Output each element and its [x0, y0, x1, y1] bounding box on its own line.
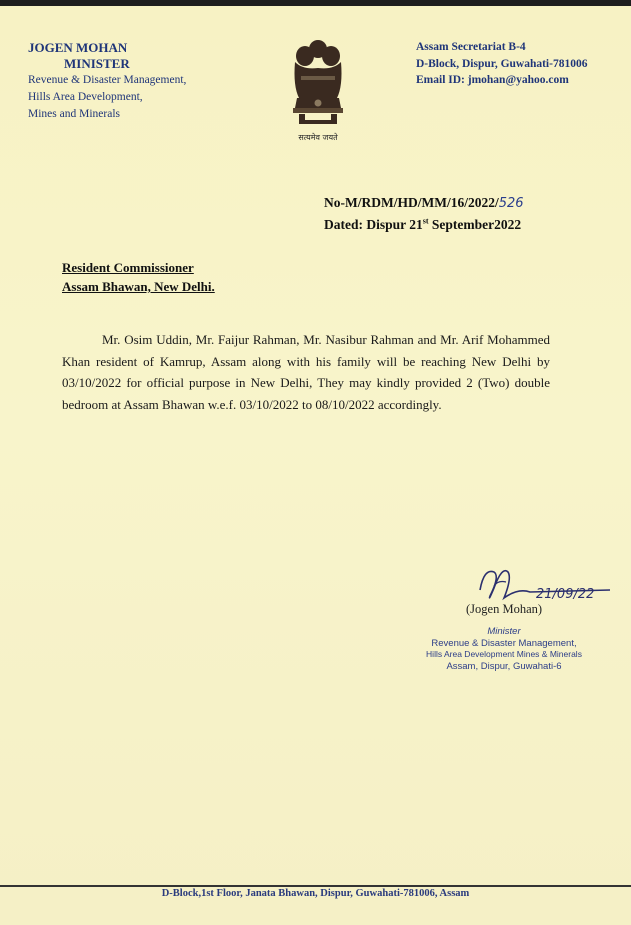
- signatory-name: (Jogen Mohan): [466, 602, 543, 616]
- letter-date: Dated: Dispur 21st September2022: [324, 216, 522, 232]
- addressee-line: Resident Commissioner: [62, 260, 194, 275]
- letter-body: Mr. Osim Uddin, Mr. Faijur Rahman, Mr. Nasibur Rahman and Mr. Arif Mohammed Khan resident of Kamrup, Assam along with his family will be reaching New Delhi by 03/10/2022 for official purpose in New Delhi, They may kindly provided 2 (Two) double bedroom at Assam Bhawan w.e.f. 03/10/2022 to 08/10/2022 accordingly.: [62, 332, 550, 412]
- address-line: D-Block, Dispur, Guwahati-781006: [416, 57, 588, 70]
- footer-divider: [0, 885, 631, 887]
- email-line: Email ID: jmohan@yahoo.com: [416, 74, 569, 86]
- address-line: Assam Secretariat B-4: [416, 41, 526, 53]
- department-line: Revenue & Disaster Management,: [28, 74, 187, 86]
- letterhead-left: [28, 39, 186, 123]
- addressee-line: Assam Bhawan, New Delhi.: [62, 279, 215, 294]
- stamp-line: Assam, Dispur, Guwahati-6: [446, 660, 562, 672]
- stamp-line: Revenue & Disaster Management,: [431, 637, 577, 649]
- emblem-motto: सत्यमेव जयते: [298, 133, 338, 142]
- letter-page: [0, 6, 631, 925]
- minister-title: MINISTER: [64, 56, 130, 71]
- official-stamp: [404, 626, 604, 672]
- signature-date: 21/09/22: [536, 587, 595, 602]
- state-emblem-icon: [283, 36, 353, 144]
- reference-block: [324, 192, 524, 235]
- letterhead-right: [416, 39, 587, 89]
- handwritten-ref-suffix: 526: [498, 196, 524, 211]
- footer-address: D-Block,1st Floor, Janata Bhawan, Dispur, Guwahati-781006, Assam: [161, 888, 470, 899]
- addressee-block: [62, 258, 215, 296]
- signature-icon: [460, 558, 630, 628]
- department-line: Hills Area Development,: [28, 91, 143, 103]
- reference-number: No-M/RDM/HD/MM/16/2022/526: [324, 195, 524, 211]
- minister-name: JOGEN MOHAN: [28, 40, 128, 55]
- department-line: Mines and Minerals: [28, 108, 120, 120]
- stamp-title: Minister: [487, 626, 521, 637]
- stamp-line: Hills Area Development Mines & Minerals: [426, 649, 582, 659]
